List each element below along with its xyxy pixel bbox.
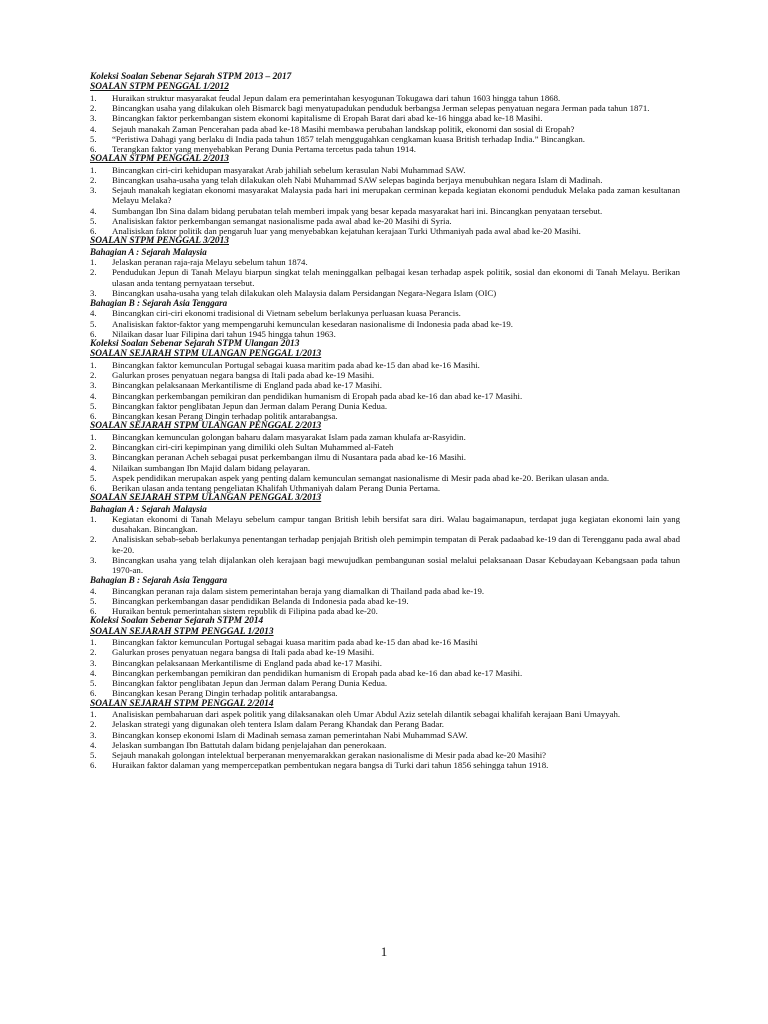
paper-heading: SOALAN SEJARAH STPM ULANGAN PENGGAL 3/2013 <box>90 493 322 504</box>
question-text: Bincangkan faktor penglibatan Jepun dan Jerman dalam Perang Dunia Kedua. <box>112 678 388 689</box>
question-text: Sejauh manakah golongan intelektual berperanan menyemarakkan gerakan nasionalisme di Mesir pada abad ke-20 Masihi? <box>112 750 547 761</box>
question-text: Jelaskan peranan raja-raja Melayu sebelum tahun 1874. <box>112 257 308 268</box>
question-number: 2. <box>90 267 97 278</box>
question-item <box>90 688 680 698</box>
collection-heading: Koleksi Soalan Sebenar Sejarah STPM 2014 <box>90 616 264 627</box>
question-list <box>90 257 680 298</box>
question-number: 5. <box>90 400 97 411</box>
question-item <box>90 206 680 216</box>
paper-heading: SOALAN SEJARAH STPM PENGGAL 1/2013 <box>90 626 274 637</box>
paper-heading: SOALAN STPM PENGGAL 2/2013 <box>90 154 229 165</box>
question-number: 4. <box>90 462 97 473</box>
question-number: 2. <box>90 103 97 114</box>
paper-heading: SOALAN STPM PENGGAL 3/2013 <box>90 236 229 247</box>
question-item <box>90 319 680 329</box>
question-number: 5. <box>90 133 97 144</box>
question-text: Bincangkan usaha-usaha yang telah dilakukan oleh Nabi Muhammad SAW selepas baginda berjaya menubuhkan negara Islam di Madinah. <box>112 174 603 185</box>
question-item <box>90 658 680 668</box>
question-item <box>90 216 680 226</box>
question-item <box>90 678 680 688</box>
question-item <box>90 288 680 298</box>
question-item <box>90 113 680 123</box>
question-text: Bincangkan peranan Acheh sebagai pusat perkembangan ilmu di Nusantara pada abad ke-16 Masihi. <box>112 452 466 463</box>
question-text: Kegiatan ekonomi di Tanah Melayu sebelum campur tangan British lebih bersifat sara diri. Walau bagaimanapun, terdapat juga kegiatan ekonomi lain yang dusahakan. Bincangkan. <box>112 513 680 535</box>
question-item <box>90 647 680 657</box>
question-item <box>90 134 680 144</box>
question-number: 4. <box>90 308 97 319</box>
question-number: 4. <box>90 205 97 216</box>
question-item <box>90 308 680 318</box>
question-number: 6. <box>90 411 97 422</box>
question-section <box>90 421 680 493</box>
question-number: 6. <box>90 328 97 339</box>
question-item <box>90 483 680 493</box>
question-text: Bincangkan faktor kemunculan Portugal sebagai kuasa maritim pada abad ke-15 dan abad ke-16 Masihi <box>112 637 478 648</box>
question-text: Jelaskan sumbangan Ibn Battutah dalam bidang penjelajahan dan penerokaan. <box>112 739 387 750</box>
question-section <box>90 699 680 771</box>
question-text: Nilaikan dasar luar Filipina dari tahun 1945 hingga tahun 1963. <box>112 328 336 339</box>
question-item <box>90 391 680 401</box>
question-text: Bincangkan ciri-ciri ekonomi tradisional di Vietnam sebelum berlakunya perluasan kuasa Perancis. <box>112 308 461 319</box>
collection-heading: Koleksi Soalan Sebenar Sejarah STPM 2013 – 2017 <box>90 72 292 82</box>
question-number: 3. <box>90 729 97 740</box>
question-collection <box>90 72 680 771</box>
question-text: Bincangkan kemunculan golongan baharu dalam masyarakat Islam pada zaman khulafa ar-Rasyidin. <box>112 431 466 442</box>
question-item <box>90 668 680 678</box>
question-number: 6. <box>90 483 97 493</box>
question-number: 4. <box>90 585 97 596</box>
question-text: Bincangkan pelaksanaan Merkantilisme di England pada abad ke-17 Masihi. <box>112 657 382 668</box>
question-number: 6. <box>90 688 97 699</box>
question-text: Sejauh manakah kegiatan ekonomi masyarakat Malaysia pada hari ini merupakan cerminan kepada kegiatan ekonomi penduduk Melaka pada zaman kesultanan Melayu Melaka? <box>112 185 680 206</box>
question-section <box>90 627 680 699</box>
question-text: “Peristiwa Dahagi yang berlaku di India pada tahun 1857 telah menggugahkan cengkaman kuasa British terhadap India.” Bincangkan. <box>112 133 585 144</box>
question-text: Sejauh manakah Zaman Pencerahan pada abad ke-18 Masihi membawa perubahan landskap politik, ekonomi dan sosial di Eropah? <box>112 123 575 134</box>
question-text: Bincangkan usaha-usaha yang telah dilakukan oleh Malaysia dalam Persidangan Negara-Negara Islam (OIC) <box>112 287 497 298</box>
question-text: Galurkan proses penyatuan negara bangsa di Itali pada abad ke-19 Masihi. <box>112 370 375 381</box>
question-item <box>90 144 680 154</box>
question-number: 5. <box>90 472 97 483</box>
question-number: 3. <box>90 380 97 391</box>
question-text: Bincangkan faktor kemunculan Portugal sebagai kuasa maritim pada abad ke-15 dan abad ke-16 Masihi. <box>112 359 480 370</box>
question-number: 1. <box>90 92 97 103</box>
question-number: 1. <box>90 709 97 720</box>
paper-heading: SOALAN SEJARAH STPM PENGGAL 2/2014 <box>90 698 274 709</box>
question-text: Huraikan struktur masyarakat feudal Jepun dalam era pemerintahan kesyogunan Tokugawa dari tahun 1603 hingga tahun 1868. <box>112 92 561 103</box>
question-item <box>90 586 680 596</box>
question-item <box>90 463 680 473</box>
question-number: 5. <box>90 318 97 329</box>
question-text: Huraikan faktor dalaman yang mempercepatkan pembentukan negara bangsa di Turki dari tahun 1856 sehingga tahun 1918. <box>112 760 549 771</box>
question-text: Bincangkan faktor penglibatan Jepun dan Jerman dalam Perang Dunia Kedua. <box>112 400 388 411</box>
question-text: Jelaskan strategi yang digunakan oleh tentera Islam dalam Perang Khandak dan Perang Badar. <box>112 719 444 730</box>
question-text: Bincangkan usaha yang telah dijalankan oleh kerajaan bagi mewujudkan pembangunan sosial melalui pelaksanaan Dasar Kebudayaan Kebangsaan pada tahun 1970-an. <box>112 554 680 576</box>
question-text: Bincangkan pelaksanaan Merkantilisme di England pada abad ke-17 Masihi. <box>112 380 382 391</box>
question-number: 2. <box>90 647 97 658</box>
question-section <box>90 72 680 82</box>
question-number: 5. <box>90 678 97 689</box>
question-text: Analisiskan faktor-faktor yang mempengaruhi kemunculan kesedaran nasionalisme di Indonesia pada abad ke-19. <box>112 318 513 329</box>
question-section <box>90 236 680 339</box>
question-number: 3. <box>90 554 97 565</box>
question-text: Bincangkan konsep ekonomi Islam di Madinah semasa zaman pemerintahan Nabi Muhammad SAW. <box>112 729 468 740</box>
question-item <box>90 606 680 616</box>
question-list <box>90 432 680 494</box>
question-item <box>90 93 680 103</box>
question-section <box>90 82 680 154</box>
question-text: Analisiskan faktor politik dan pengaruh luar yang menyebabkan kejatuhan kerajaan Turki Uthmaniyah pada awal abad ke-20 Masihi. <box>112 226 581 237</box>
question-section <box>90 493 680 616</box>
question-section <box>90 616 680 626</box>
question-text: Bincangkan perkembangan pemikiran dan pendidikan humanism di Eropah pada abad ke-16 dan abad ke-17 Masihi. <box>112 390 523 401</box>
question-number: 2. <box>90 442 97 452</box>
part-subheading: Bahagian B : Sejarah Asia Tenggara <box>90 575 228 586</box>
question-number: 3. <box>90 113 97 124</box>
question-item <box>90 442 680 452</box>
question-number: 1. <box>90 257 97 268</box>
question-item <box>90 380 680 390</box>
part-subheading: Bahagian B : Sejarah Asia Tenggara <box>90 298 228 309</box>
question-item <box>90 257 680 267</box>
question-item <box>90 432 680 442</box>
question-number: 5. <box>90 750 97 761</box>
question-item <box>90 103 680 113</box>
question-item <box>90 555 680 576</box>
question-number: 6. <box>90 760 97 771</box>
question-list <box>90 308 680 339</box>
question-number: 4. <box>90 390 97 401</box>
question-number: 1. <box>90 637 97 648</box>
question-number: 2. <box>90 534 97 545</box>
question-number: 2. <box>90 370 97 381</box>
question-item <box>90 185 680 206</box>
question-item <box>90 401 680 411</box>
question-number: 2. <box>90 719 97 730</box>
question-number: 4. <box>90 123 97 134</box>
question-item <box>90 411 680 421</box>
question-section <box>90 349 680 421</box>
question-number: 5. <box>90 595 97 606</box>
question-number: 1. <box>90 164 97 175</box>
question-number: 3. <box>90 185 97 196</box>
question-text: Bincangkan perkembangan dasar pendidikan Belanda di Indonesia pada abad ke-19. <box>112 595 409 606</box>
question-item <box>90 596 680 606</box>
question-text: Analisiskan sebab-sebab berlakunya penentangan terhadap penjajah British oleh pemimpin tempatan di Perak padaabad ke-19 dan di Terengganu pada awal abad ke-20. <box>112 534 680 555</box>
question-text: Bincangkan kesan Perang Dingin terhadap politik antarabangsa. <box>112 411 338 422</box>
question-item <box>90 360 680 370</box>
question-list <box>90 586 680 617</box>
question-number: 2. <box>90 174 97 185</box>
question-text: Bincangkan perkembangan pemikiran dan pendidikan humanism di Eropah pada abad ke-16 dan abad ke-17 Masihi. <box>112 667 523 678</box>
question-number: 1. <box>90 431 97 442</box>
question-item <box>90 452 680 462</box>
part-subheading: Bahagian A : Sejarah Malaysia <box>90 246 207 257</box>
question-text: Analisiskan faktor perkembangan semangat nasionalisme pada awal abad ke-20 Masihi di Syria. <box>112 215 452 226</box>
question-number: 3. <box>90 452 97 463</box>
question-item <box>90 534 680 555</box>
question-item <box>90 473 680 483</box>
question-item <box>90 267 680 288</box>
question-section <box>90 154 680 236</box>
paper-heading: SOALAN SEJARAH STPM ULANGAN PENGGAL 1/2013 <box>90 349 322 360</box>
question-number: 3. <box>90 287 97 298</box>
question-text: Nilaikan sumbangan Ibn Majid dalam bidang pelayaran. <box>112 462 311 473</box>
question-text: Bincangkan faktor perkembangan sistem ekonomi kapitalisme di Eropah Barat dari abad ke-16 hingga abad ke-18 Masihi. <box>112 113 543 124</box>
question-text: Bincangkan kesan Perang Dingin terhadap politik antarabangsa. <box>112 688 338 699</box>
question-item <box>90 760 680 770</box>
paper-heading: SOALAN SEJARAH STPM ULANGAN PENGGAL 2/2013 <box>90 421 322 432</box>
question-text: Bincangkan ciri-ciri kepimpinan yang dimiliki oleh Sultan Muhammed al-Fateh <box>112 442 394 452</box>
question-list <box>90 709 680 771</box>
question-text: Analisiskan pembaharuan dari aspek politik yang dilaksanakan oleh Umar Abdul Aziz setelah dilantik sebagai khalifah kerajaan Bani Umayyah. <box>112 709 621 720</box>
page-number: 1 <box>380 944 388 959</box>
question-list <box>90 93 680 155</box>
question-item <box>90 165 680 175</box>
question-text: Aspek pendidikan merupakan aspek yang penting dalam kemunculan semangat nasionalisme di Mesir pada abad ke-20. Berikan ulasan anda. <box>112 472 610 483</box>
question-number: 5. <box>90 215 97 226</box>
question-item <box>90 719 680 729</box>
collection-heading: Koleksi Soalan Sebenar Sejarah STPM Ulangan 2013 <box>90 339 300 350</box>
question-text: Sumbangan Ibn Sina dalam bidang perubatan telah memberi impak yang besar kepada masyarakat hari ini. Bincangkan penyataan tersebut. <box>112 205 603 216</box>
question-item <box>90 370 680 380</box>
question-item <box>90 730 680 740</box>
question-number: 6. <box>90 226 97 237</box>
question-item <box>90 226 680 236</box>
question-text: Bincangkan usaha yang dilakukan oleh Bismarck bagi menyatupadukan penduduk berbangsa Jerman selepas penyatuan negara Jerman pada tahun 1871. <box>112 103 650 114</box>
question-item <box>90 637 680 647</box>
question-text: Terangkan faktor yang menyebabkan Perang Dunia Pertama tercetus pada tahun 1914. <box>112 144 416 155</box>
question-text: Berikan ulasan anda tentang pengeliatan Khalifah Uthmaniyah dalam Perang Dunia Pertama. <box>112 483 441 493</box>
question-item <box>90 514 680 535</box>
question-list <box>90 165 680 237</box>
question-list <box>90 637 680 699</box>
question-item <box>90 124 680 134</box>
question-text: Bincangkan ciri-ciri kehidupan masyarakat Arab jahiliah sebelum kerasulan Nabi Muhammad SAW. <box>112 164 466 175</box>
question-item <box>90 175 680 185</box>
question-item <box>90 750 680 760</box>
question-number: 6. <box>90 606 97 617</box>
question-text: Bincangkan peranan raja dalam sistem pemerintahan beraja yang diamalkan di Thailand pada abad ke-19. <box>112 585 485 596</box>
question-number: 3. <box>90 657 97 668</box>
question-number: 4. <box>90 667 97 678</box>
question-section <box>90 339 680 349</box>
question-number: 4. <box>90 739 97 750</box>
part-subheading: Bahagian A : Sejarah Malaysia <box>90 503 207 514</box>
question-list <box>90 514 680 576</box>
paper-heading: SOALAN STPM PENGGAL 1/2012 <box>90 82 229 93</box>
question-item <box>90 709 680 719</box>
question-item <box>90 329 680 339</box>
question-number: 1. <box>90 359 97 370</box>
question-text: Pendudukan Jepun di Tanah Melayu biarpun singkat telah meninggalkan pelbagai kesan terhadap aspek politik, sosial dan ekonomi di Tanah Melayu. Berikan ulasan anda tentang pernyataan tersebut. <box>112 267 680 288</box>
question-item <box>90 740 680 750</box>
question-text: Galurkan proses penyatuan negara bangsa di Itali pada abad ke-19 Masihi. <box>112 647 375 658</box>
question-list <box>90 360 680 422</box>
question-number: 6. <box>90 144 97 155</box>
question-number: 1. <box>90 513 97 524</box>
question-text: Huraikan bentuk pemerintahan sistem republik di Filipina pada abad ke-20. <box>112 606 378 617</box>
